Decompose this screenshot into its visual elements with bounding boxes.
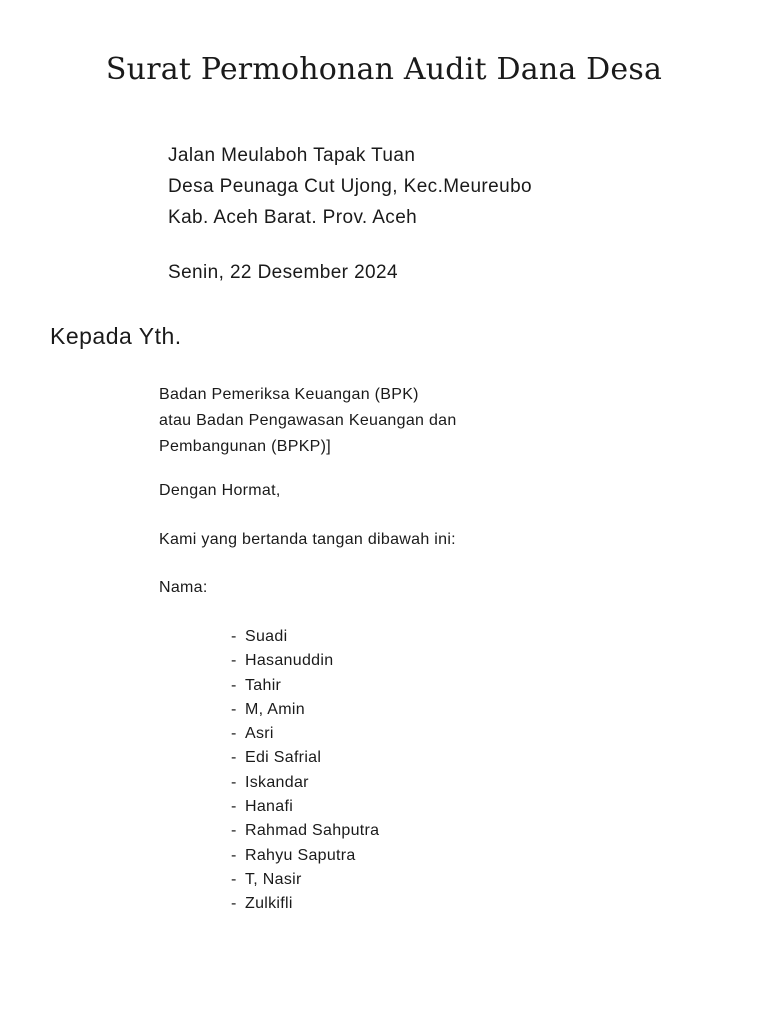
recipient-block [159, 382, 457, 460]
list-item [231, 625, 379, 649]
recipient-line-3: Pembangunan (BPKP)] [159, 438, 332, 455]
greeting: Dengan Hormat, [159, 482, 281, 499]
signatory-name: Hasanuddin [245, 652, 334, 670]
bullet-dash: - [231, 749, 237, 767]
salutation: Kepada Yth. [50, 323, 182, 349]
names-label: Nama: [159, 579, 208, 596]
address-line-3: Kab. Aceh Barat. Prov. Aceh [168, 207, 418, 228]
list-item [231, 649, 379, 673]
list-item [231, 819, 379, 843]
recipient-line-2: atau Badan Pengawasan Keuangan dan [159, 412, 457, 429]
bullet-dash: - [231, 846, 237, 864]
list-item [231, 844, 379, 868]
bullet-dash: - [231, 652, 237, 670]
signatory-name: Rahmad Sahputra [245, 822, 380, 840]
bullet-dash: - [231, 895, 237, 913]
signatory-name: Rahyu Saputra [245, 846, 356, 864]
bullet-dash: - [231, 870, 237, 888]
signatory-name: Edi Safrial [245, 749, 322, 767]
list-item [231, 868, 379, 892]
intro-text: Kami yang bertanda tangan dibawah ini: [159, 531, 456, 548]
bullet-dash: - [231, 628, 237, 645]
address-line-2: Desa Peunaga Cut Ujong, Kec.Meureubo [168, 176, 533, 197]
list-item [231, 698, 379, 722]
address-line-1: Jalan Meulaboh Tapak Tuan [168, 145, 416, 166]
recipient-line-1: Badan Pemeriksa Keuangan (BPK) [159, 386, 419, 403]
list-item [231, 722, 379, 746]
signatory-name: Asri [245, 725, 274, 743]
bullet-dash: - [231, 773, 237, 791]
bullet-dash: - [231, 798, 237, 816]
bullet-dash: - [231, 700, 237, 718]
signatory-name: M, Amin [245, 700, 305, 718]
signatory-name: Tahir [245, 676, 282, 694]
sender-address [168, 140, 532, 233]
list-item [231, 674, 379, 698]
bullet-dash: - [231, 725, 237, 743]
list-item [231, 795, 379, 819]
bullet-dash: - [231, 822, 237, 840]
signatory-name: Zulkifli [245, 895, 293, 913]
signatory-name: Hanafi [245, 798, 294, 816]
letter-date: Senin, 22 Desember 2024 [168, 262, 398, 283]
signatory-list [231, 625, 379, 917]
list-item [231, 892, 379, 916]
signatory-name: Suadi [245, 628, 288, 645]
list-item [231, 746, 379, 770]
signatory-name: T, Nasir [245, 870, 302, 888]
bullet-dash: - [231, 676, 237, 694]
signatory-name: Iskandar [245, 773, 309, 791]
document-title: Surat Permohonan Audit Dana Desa [105, 52, 663, 87]
list-item [231, 771, 379, 795]
